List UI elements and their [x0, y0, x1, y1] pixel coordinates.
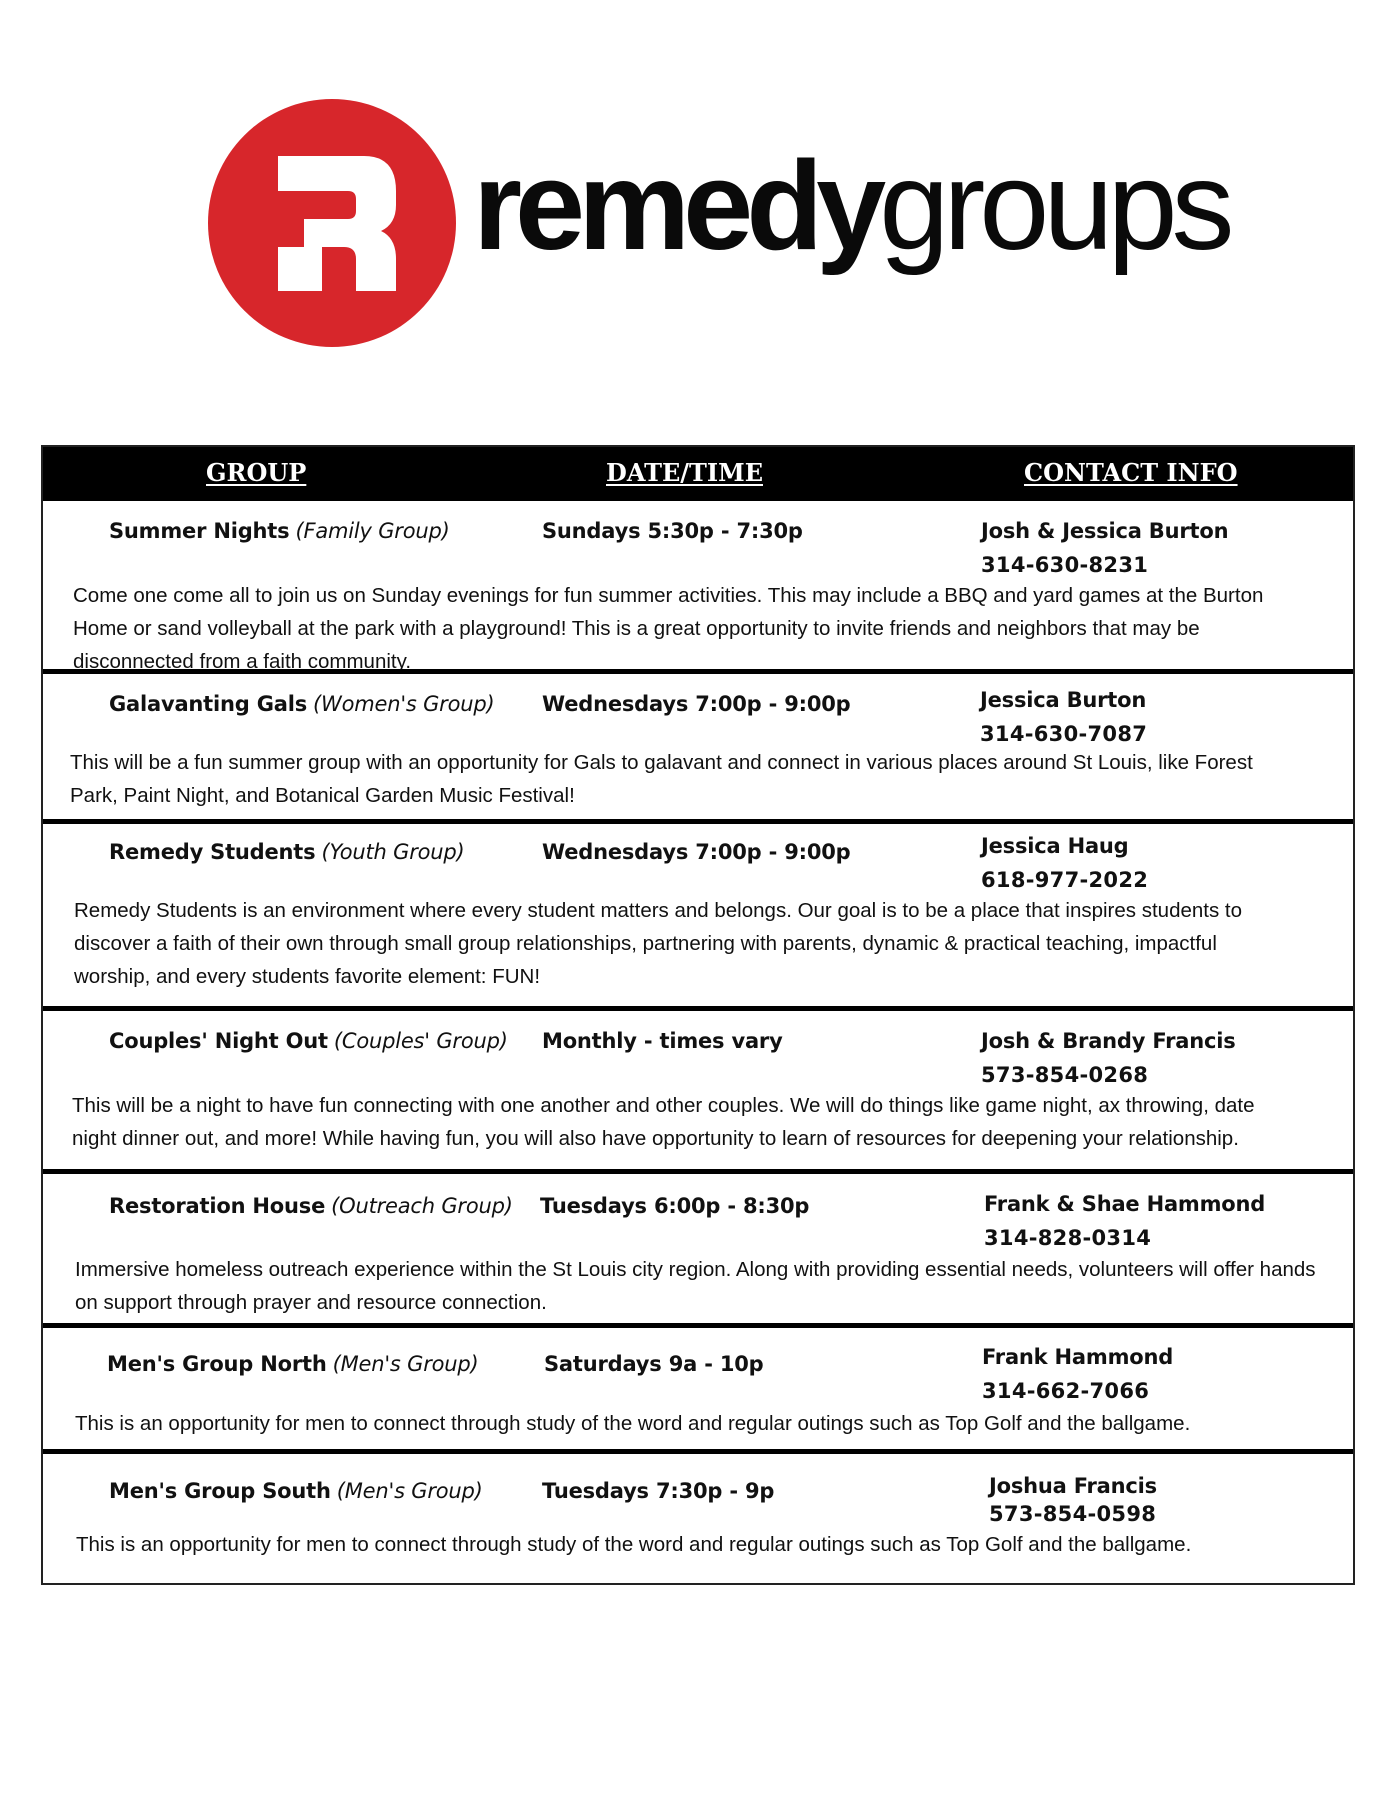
description-line: Immersive homeless outreach experience within the St Louis city region. Along with providing essential needs, volunteers will offer hands [75, 1258, 1316, 1281]
description-line: This will be a fun summer group with an opportunity for Gals to galavant and connect in various places around St Louis, like Forest [70, 751, 1253, 774]
group-name [109, 519, 450, 543]
group-description [75, 1407, 1190, 1440]
description-line: Remedy Students is an environment where every student matters and belongs. Our goal is to be a place that inspires students to [74, 899, 1243, 922]
header-group: GROUP [206, 458, 307, 487]
group-type: (Youth Group) [321, 840, 465, 864]
group-description [70, 746, 1253, 812]
group-name-text: Men's Group South [109, 1479, 331, 1503]
table-header [43, 447, 1353, 501]
table-row [43, 819, 1353, 1006]
group-name [109, 1194, 513, 1218]
group-time: Tuesdays 7:30p - 9p [542, 1479, 775, 1503]
contact-name: Frank & Shae Hammond [984, 1192, 1266, 1216]
group-type: (Family Group) [295, 519, 450, 543]
group-name [109, 840, 465, 864]
contact-phone: 573-854-0268 [981, 1063, 1149, 1087]
group-description [76, 1528, 1191, 1561]
table-row [43, 1006, 1353, 1169]
group-name [107, 1352, 479, 1376]
group-description [75, 1253, 1316, 1319]
table-row [43, 501, 1353, 673]
group-time: Sundays 5:30p - 7:30p [542, 519, 803, 543]
group-type: (Men's Group) [336, 1479, 483, 1503]
group-name-text: Men's Group North [107, 1352, 327, 1376]
contact-name: Jessica Burton [980, 688, 1147, 712]
r-logo-icon [208, 99, 456, 347]
contact-phone: 314-828-0314 [984, 1226, 1152, 1250]
contact-phone: 573-854-0598 [989, 1502, 1157, 1526]
group-name-text: Galavanting Gals [109, 692, 308, 716]
group-description [73, 579, 1263, 678]
group-name-text: Remedy Students [109, 840, 316, 864]
description-line: This is an opportunity for men to connect through study of the word and regular outings such as Top Golf and the ballgame. [76, 1533, 1192, 1556]
contact-name: Joshua Francis [989, 1474, 1157, 1498]
description-line: discover a faith of their own through small group relationships, partnering with parents, dynamic & practical teaching, impactful [74, 932, 1217, 955]
group-time: Tuesdays 6:00p - 8:30p [540, 1194, 810, 1218]
description-line: This will be a night to have fun connecting with one another and other couples. We will do things like game night, ax throwing, date [72, 1094, 1255, 1117]
description-line: Home or sand volleyball at the park with a playground! This is a great opportunity to invite friends and neighbors that may be [73, 617, 1200, 640]
group-type: (Couples' Group) [333, 1029, 508, 1053]
contact-phone: 618-977-2022 [981, 868, 1149, 892]
table-row [43, 669, 1353, 819]
remedy-groups-logo [208, 99, 1228, 349]
description-line: Come one come all to join us on Sunday evenings for fun summer activities. This may include a BBQ and yard games at the Burton [73, 584, 1264, 607]
contact-phone: 314-630-7087 [980, 722, 1148, 746]
contact-name: Josh & Jessica Burton [981, 519, 1229, 543]
header-date-time: DATE/TIME [606, 458, 763, 487]
group-time: Saturdays 9a - 10p [544, 1352, 764, 1376]
description-line: on support through prayer and resource connection. [75, 1291, 547, 1314]
table-row [43, 1323, 1353, 1449]
group-name-text: Summer Nights [109, 519, 290, 543]
logo-word-light: groups [879, 135, 1229, 276]
group-time: Wednesdays 7:00p - 9:00p [542, 692, 851, 716]
description-line: Park, Paint Night, and Botanical Garden Music Festival! [70, 784, 575, 807]
group-name [109, 1479, 483, 1503]
group-type: (Women's Group) [313, 692, 495, 716]
contact-name: Frank Hammond [982, 1345, 1174, 1369]
description-line: night dinner out, and more! While having fun, you will also have opportunity to learn of resources for deepening your relationship. [72, 1127, 1239, 1150]
group-name [109, 692, 495, 716]
group-description [72, 1089, 1255, 1155]
contact-phone: 314-630-8231 [981, 553, 1149, 577]
contact-name: Jessica Haug [981, 834, 1129, 858]
description-line: This is an opportunity for men to connect through study of the word and regular outings such as Top Golf and the ballgame. [75, 1412, 1191, 1435]
group-name-text: Restoration House [109, 1194, 326, 1218]
description-line: worship, and every students favorite element: FUN! [74, 965, 541, 988]
header-contact-info: CONTACT INFO [1024, 458, 1238, 487]
description-line: disconnected from a faith community. [73, 650, 412, 673]
group-type: (Men's Group) [332, 1352, 479, 1376]
group-time: Wednesdays 7:00p - 9:00p [542, 840, 851, 864]
group-time: Monthly - times vary [542, 1029, 783, 1053]
group-name-text: Couples' Night Out [109, 1029, 328, 1053]
logo-wordmark [473, 131, 1229, 281]
group-type: (Outreach Group) [331, 1194, 513, 1218]
table-row [43, 1169, 1353, 1323]
groups-table [41, 445, 1355, 1585]
group-name [109, 1029, 508, 1053]
group-description [74, 894, 1242, 993]
contact-name: Josh & Brandy Francis [981, 1029, 1236, 1053]
table-row [43, 1449, 1353, 1583]
logo-word-bold: remedy [473, 135, 880, 276]
contact-phone: 314-662-7066 [982, 1379, 1150, 1403]
